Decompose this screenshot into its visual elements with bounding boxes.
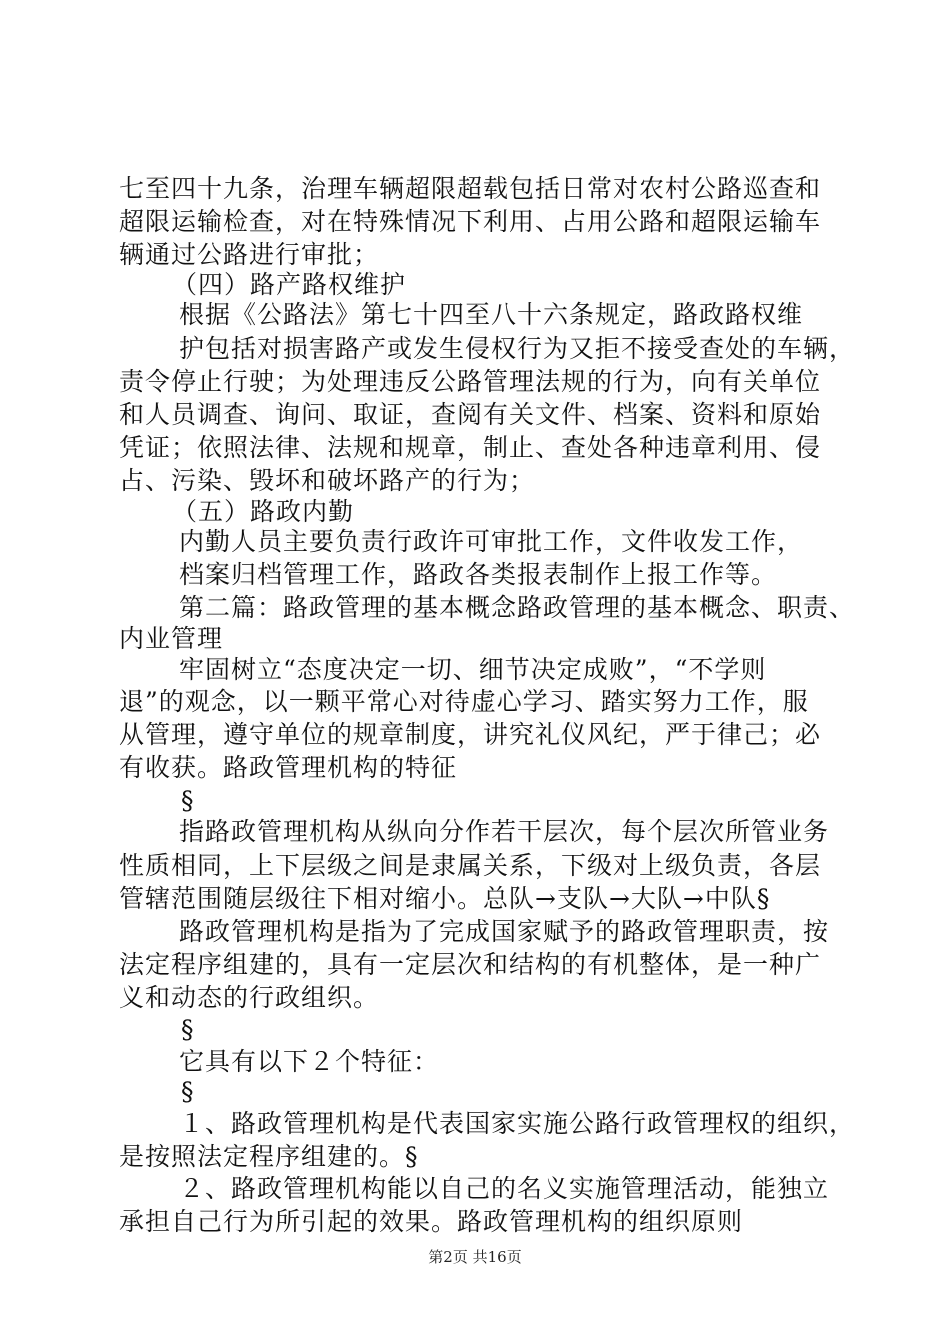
section-heading: （四）路产路权维护 xyxy=(172,270,407,299)
text-line: 根据《公路法》第七十四至八十六条规定，路政路权维 xyxy=(179,300,804,329)
text-line: 牢固树立“态度决定一切、细节决定成败”，“不学则 xyxy=(179,655,767,684)
section-mark: § xyxy=(181,786,195,815)
text-line: 它具有以下２个特征： xyxy=(179,1047,440,1076)
text-line: 从管理，遵守单位的规章制度，讲究礼仪风纪，严于律己；必 xyxy=(119,720,822,749)
text-line: 法定程序组建的，具有一定层次和结构的有机整体，是一种广 xyxy=(119,950,822,979)
text-line: 辆通过公路进行审批； xyxy=(119,240,380,269)
text-line: 凭证；依照法律、法规和规章，制止、查处各种违章利用、侵 xyxy=(119,433,822,462)
section-mark: § xyxy=(181,1015,195,1044)
text-line: 档案归档管理工作，路政各类报表制作上报工作等。 xyxy=(179,560,778,589)
text-line: 占、污染、毁坏和破坏路产的行为； xyxy=(119,466,536,495)
text-line: 是按照法定程序组建的。§ xyxy=(119,1142,419,1171)
text-line: 内勤人员主要负责行政许可审批工作，文件收发工作， xyxy=(179,527,804,556)
text-line: 护包括对损害路产或发生侵权行为又拒不接受查处的车辆， xyxy=(179,334,856,363)
text-line: 性质相同，上下层级之间是隶属关系，下级对上级负责，各层 xyxy=(119,851,822,880)
text-line: ２、路政管理机构能以自己的名义实施管理活动，能独立 xyxy=(179,1174,830,1203)
page-footer: 第2页 共16页 xyxy=(428,1248,522,1266)
text-line: 退”的观念，以一颗平常心对待虚心学习、踏实努力工作，服 xyxy=(119,687,809,716)
text-line: １、路政管理机构是代表国家实施公路行政管理权的组织， xyxy=(179,1109,856,1138)
text-line: 管辖范围随层级往下相对缩小。总队→支队→大队→中队§ xyxy=(119,884,771,913)
text-line: 和人员调查、询问、取证，查阅有关文件、档案、资料和原始 xyxy=(119,400,822,429)
text-line: 义和动态的行政组织。 xyxy=(119,983,380,1012)
text-line: 七至四十九条，治理车辆超限超载包括日常对农村公路巡查和 xyxy=(119,174,822,203)
text-line: 有收获。路政管理机构的特征 xyxy=(119,753,458,782)
text-line: 第二篇：路政管理的基本概念路政管理的基本概念、职责、 xyxy=(179,593,856,622)
text-line: 责令停止行驶；为处理违反公路管理法规的行为，向有关单位 xyxy=(119,367,822,396)
text-line: 内业管理 xyxy=(119,624,224,653)
text-line: 承担自己行为所引起的效果。路政管理机构的组织原则 xyxy=(119,1207,744,1236)
text-line: 超限运输检查，对在特殊情况下利用、占用公路和超限运输车 xyxy=(119,207,822,236)
text-line: 指路政管理机构从纵向分作若干层次，每个层次所管业务 xyxy=(179,817,830,846)
section-mark: § xyxy=(181,1077,195,1106)
section-heading: （五）路政内勤 xyxy=(172,497,355,526)
text-line: 路政管理机构是指为了完成国家赋予的路政管理职责，按 xyxy=(179,917,830,946)
